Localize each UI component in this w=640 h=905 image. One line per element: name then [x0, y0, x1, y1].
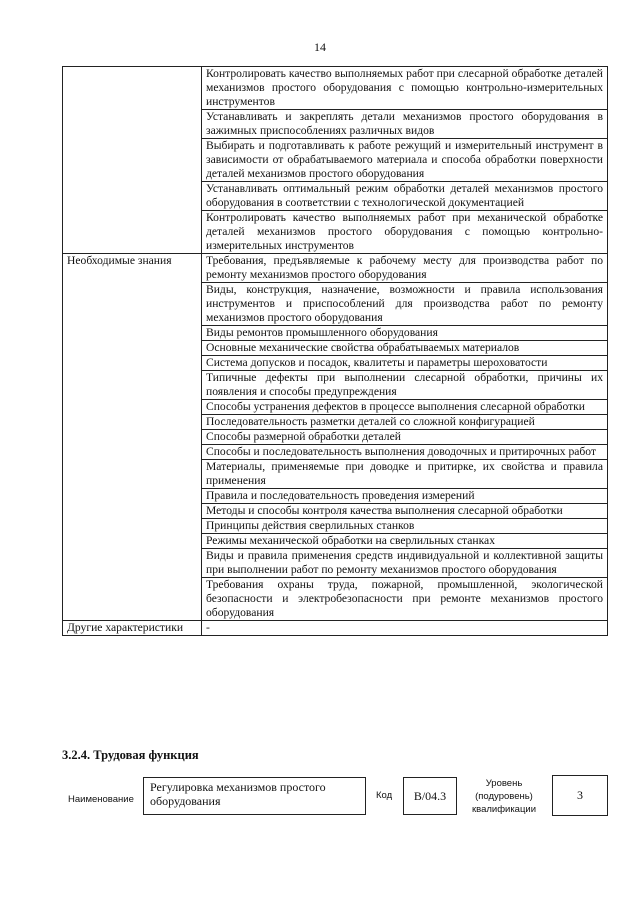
- code-box: [403, 777, 457, 815]
- row-description: Виды, конструкция, назначение, возможности и правила использования инструментов и приспособлений для производства работ по ремонту механизмов простого оборудования: [202, 283, 608, 326]
- row-description: Устанавливать и закреплять детали механизмов простого оборудования в зажимных приспособлениях различных видов: [202, 110, 608, 139]
- row-description: Способы устранения дефектов в процессе выполнения слесарной обработки: [202, 400, 608, 415]
- row-description: Материалы, применяемые при доводке и притирке, их свойства и правила применения: [202, 460, 608, 489]
- row-description: Способы размерной обработки деталей: [202, 430, 608, 445]
- code-value: B/04.3: [413, 789, 447, 803]
- row-description: Виды ремонтов промышленного оборудования: [202, 326, 608, 341]
- row-description: Система допусков и посадок, квалитеты и параметры шероховатости: [202, 356, 608, 371]
- row-description: Контролировать качество выполняемых работ при механической обработке деталей механизмов простого оборудования с помощью контрольно-измерительных инструментов: [202, 211, 608, 254]
- row-description: Виды и правила применения средств индивидуальной и коллективной защиты при выполнении работ по ремонту механизмов простого оборудования: [202, 549, 608, 578]
- row-description: Методы и способы контроля качества выполнения слесарной обработки: [202, 504, 608, 519]
- row-description: Контролировать качество выполняемых работ при слесарной обработке деталей механизмов простого оборудования с помощью контрольно-измерительных инструментов: [202, 67, 608, 110]
- row-description: -: [202, 621, 608, 636]
- row-description: Последовательность разметки деталей со сложной конфигурацией: [202, 415, 608, 430]
- row-description: Правила и последовательность проведения измерений: [202, 489, 608, 504]
- code-label: Код: [376, 790, 393, 801]
- level-label-line-2: (подуровень): [475, 791, 533, 802]
- table-row: [63, 67, 608, 110]
- page-number: 14: [314, 40, 326, 54]
- row-description: Выбирать и подготавливать к работе режущий и измерительный инструмент в зависимости от обрабатываемого материала и способа обработки поверхности деталей механизмов простого оборудования: [202, 139, 608, 182]
- function-name-value: Регулировка механизмов простого оборудования: [150, 780, 326, 808]
- row-description: Устанавливать оптимальный режим обработки деталей механизмов простого оборудования в соответствии с технологической документацией: [202, 182, 608, 211]
- level-box: [552, 775, 608, 816]
- table-row: [63, 254, 608, 283]
- level-label-line-1: Уровень: [485, 778, 523, 789]
- knowledge-skills-table: [62, 66, 608, 636]
- name-label: Наименование: [68, 794, 134, 805]
- row-description: Типичные дефекты при выполнении слесарной обработки, причины их появления и способы предупреждения: [202, 371, 608, 400]
- table-body: [63, 67, 608, 636]
- level-label-line-3: квалификации: [471, 804, 537, 815]
- section-label: [63, 67, 202, 254]
- section-heading: 3.2.4. Трудовая функция: [62, 748, 199, 762]
- level-label: [466, 777, 542, 816]
- function-name-box: [143, 777, 366, 815]
- row-description: Требования охраны труда, пожарной, промышленной, экологической безопасности и электробезопасности при ремонте механизмов простого оборудования: [202, 578, 608, 621]
- section-label: Другие характеристики: [63, 621, 202, 636]
- row-description: Способы и последовательность выполнения доводочных и притирочных работ: [202, 445, 608, 460]
- section-label: Необходимые знания: [63, 254, 202, 621]
- table-row: [63, 621, 608, 636]
- level-value: 3: [577, 788, 583, 802]
- row-description: Принципы действия сверлильных станков: [202, 519, 608, 534]
- row-description: Основные механические свойства обрабатываемых материалов: [202, 341, 608, 356]
- row-description: Режимы механической обработки на сверлильных станках: [202, 534, 608, 549]
- row-description: Требования, предъявляемые к рабочему месту для производства работ по ремонту механизмов простого оборудования: [202, 254, 608, 283]
